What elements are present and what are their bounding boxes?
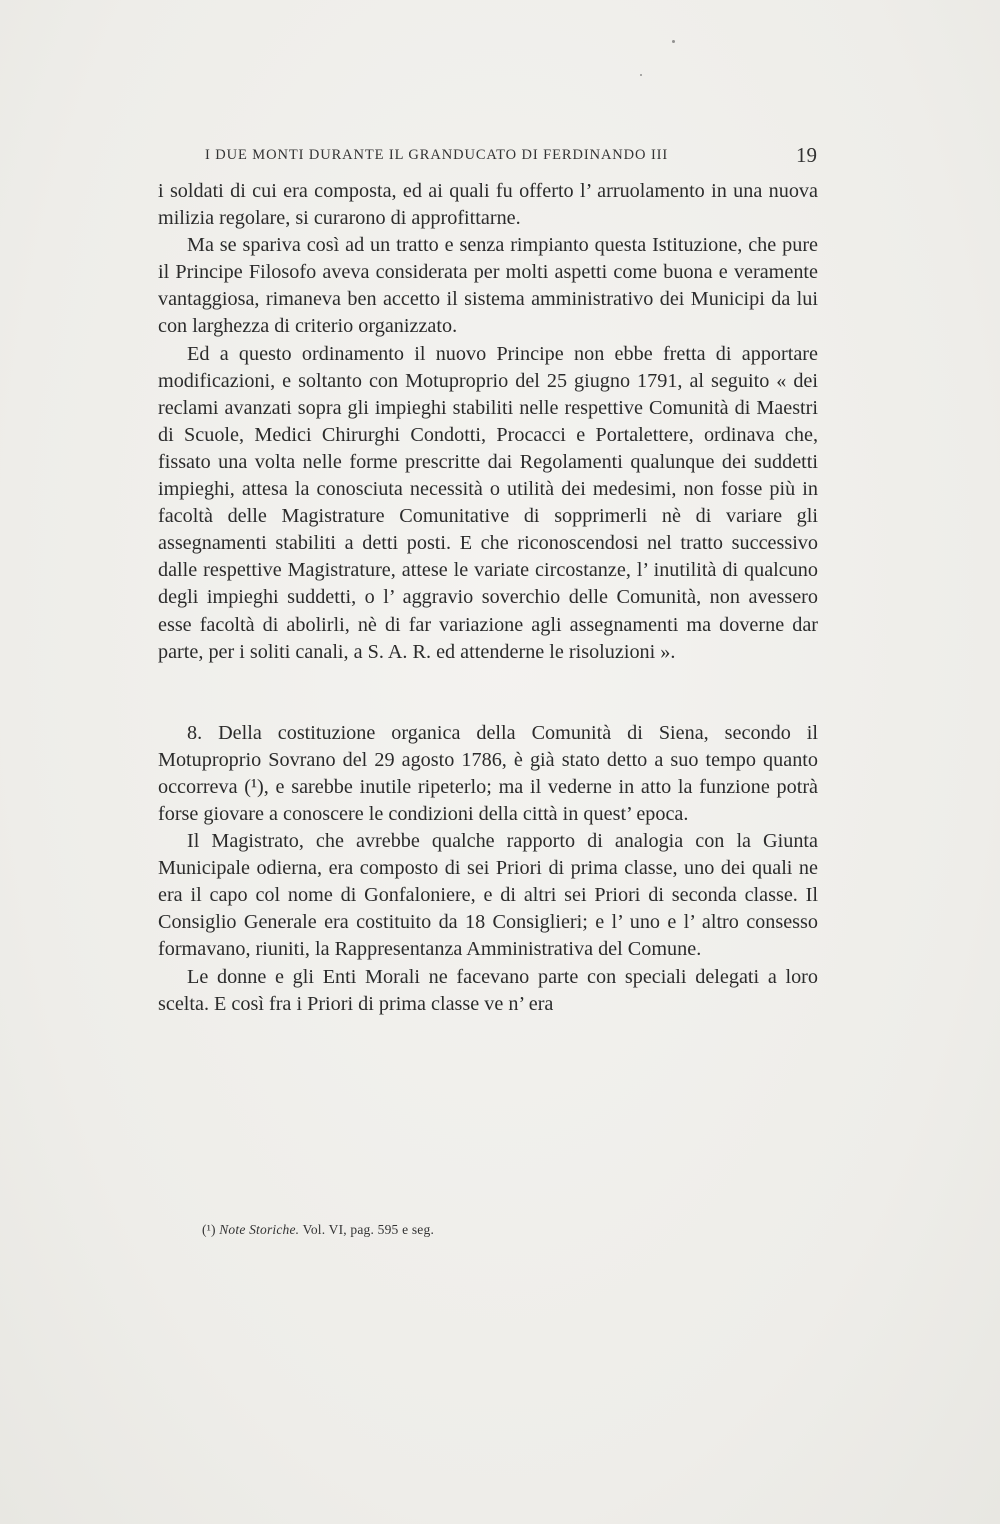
paragraph-section-8: 8. Della costituzione organica della Comunità di Siena, secondo il Motuproprio Sovrano del 29 agosto 1786, è già stato detto a suo tempo quanto occorreva (¹), e sarebbe inutile ripeterlo; ma il vederne in atto la funzione potrà forse giovare a conoscere le condizioni della città in quest’ epoca. [158,721,818,825]
paragraph: Il Magistrato, che avrebbe qualche rapporto di analogia con la Giunta Municipale odierna, era composto di sei Priori di prima classe, uno dei quali ne era il capo col nome di Gonfaloniere, e di altri sei Priori di seconda classe. Il Consiglio Generale era costituito da 18 Consiglieri; e l’ uno e l’ altro consesso formavano, riuniti, la Rappresentanza Amministrativa del Comune. [158,830,818,961]
footnote [202,1222,434,1238]
paper-speck [672,40,675,43]
paragraph: i soldati di cui era composta, ed ai quali fu offerto l’ arruolamento in una nuova milizia regolare, si curarono di approfittarne. [158,180,818,230]
page-number: 19 [796,143,817,167]
paragraph: Ed a questo ordinamento il nuovo Principe non ebbe fretta di apportare modificazioni, e soltanto con Motuproprio del 25 giugno 1791, al seguito « dei reclami avanzati sopra gli impieghi stabiliti nelle respettive Comunità di Maestri di Scuole, Medici Chirurghi Condotti, Procacci e Portalettere, ordinava che, fissato una volta nelle forme prescritte dai Regolamenti qualunque dei suddetti impieghi, attesa la conosciuta necessità o utilità dei medesimi, non fosse più in facoltà delle Magistrature Comunitative di sopprimerli nè di variare gli assegnamenti stabiliti a detti posti. E che riconoscendosi nel tratto successivo dalle respettive Magistrature, attese le variate circostanze, l’ inutilità di qualcuno degli impieghi suddetti, o l’ aggravio soverchio delle Comunità, non avessero esse facoltà di abolirli, nè di far variazione agli assegnamenti ma doverne dar parte, per i soliti canali, a S. A. R. ed attenderne le risoluzioni ». [158,342,818,663]
paper-speck [640,74,642,76]
running-head: I DUE MONTI DURANTE IL GRANDUCATO DI FERDINANDO III [205,147,669,163]
body-text [158,178,818,1018]
footnote-marker: (¹) [202,1222,216,1237]
section-gap [158,666,818,720]
footnote-title: Note Storiche. [219,1222,300,1237]
paragraph: Ma se spariva così ad un tratto e senza rimpianto questa Istituzione, che pure il Principe Filosofo aveva considerata per molti aspetti come buona e veramente vantaggiosa, rimaneva ben accetto il sistema amministrativo dei Municipi da lui con larghezza di criterio organizzato. [158,234,818,338]
footnote-reference: Vol. VI, pag. 595 e seg. [302,1222,435,1237]
page-header [205,143,817,173]
paragraph: Le donne e gli Enti Morali ne facevano parte con speciali delegati a loro scelta. E così fra i Priori di prima classe ve n’ era [158,965,818,1015]
